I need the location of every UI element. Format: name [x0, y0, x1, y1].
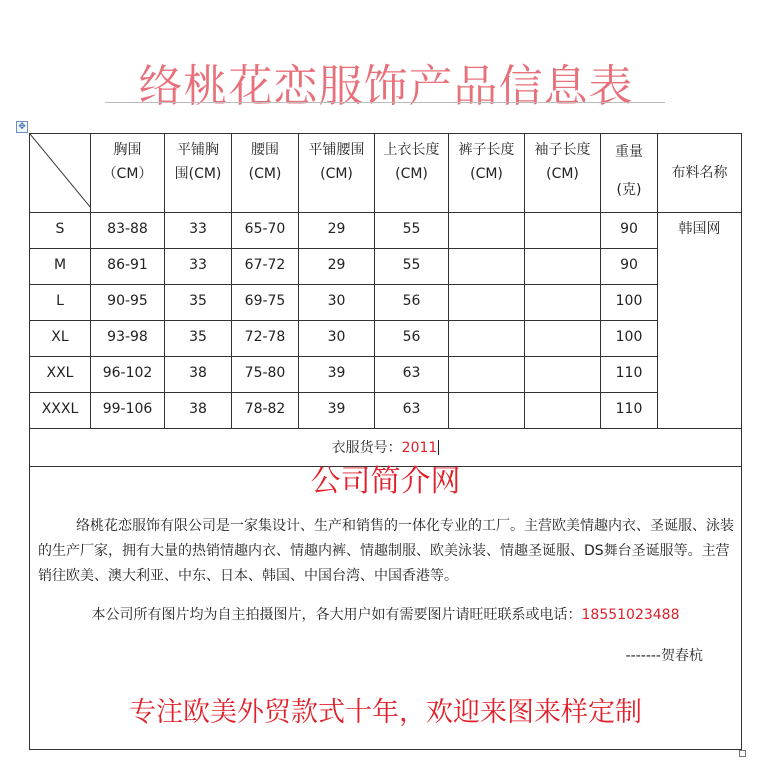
table-header-row — [30, 134, 742, 213]
table-row: XL 93-98 35 72-78 30 56 100 — [30, 321, 742, 357]
title-underline — [105, 102, 665, 103]
intro-title: 公司简介网 — [310, 464, 461, 499]
notice-text: 本公司所有图片均为自主拍摄图片，各大用户如有需要图片请旺旺联系或电话： — [91, 607, 582, 623]
table-row: L 90-95 35 69-75 30 56 100 — [30, 285, 742, 321]
table-move-handle-icon[interactable]: ✥ — [16, 121, 28, 133]
table-row: XXL 96-102 38 75-80 39 63 110 — [30, 357, 742, 393]
signature: -------贺春杭 — [625, 648, 703, 664]
fabric-value: 韩国网 — [658, 213, 742, 429]
header-weight: 重量 (克) — [601, 134, 658, 213]
photo-notice — [30, 604, 741, 624]
header-sleeve-length: 袖子长度 (CM) — [525, 134, 601, 213]
header-flat-waist: 平铺腰围 (CM) — [299, 134, 375, 213]
header-fabric: 布料名称 — [658, 134, 742, 213]
table-row: XXXL 99-106 38 78-82 39 63 110 — [30, 393, 742, 429]
item-number-value: 2011 — [401, 439, 438, 456]
size-table — [29, 133, 742, 467]
company-intro-section — [29, 439, 742, 750]
header-chest: 胸围 （CM） — [91, 134, 165, 213]
slogan: 专注欧美外贸款式十年，欢迎来图来样定制 — [129, 697, 642, 728]
table-row: S 83-88 33 65-70 29 55 90 韩国网 — [30, 213, 742, 249]
diagonal-line — [30, 134, 91, 208]
header-top-length: 上衣长度 (CM) — [375, 134, 449, 213]
contact-phone: 18551023488 — [581, 607, 680, 623]
table-row: M 86-91 33 67-72 29 55 90 — [30, 249, 742, 285]
intro-paragraph: 络桃花恋服饰有限公司是一家集设计、生产和销售的一体化专业的工厂。主营欧美情趣内衣、圣诞服、泳装的生产厂家，拥有大量的热销情趣内衣、情趣内裤、情趣制服、欧美泳装、情趣圣诞服、DS舞台圣诞服等。主营销往欧美、澳大利亚、中东、日本、韩国、中国台湾、中国香港等。 — [38, 518, 734, 584]
header-pants-length: 裤子长度 (CM) — [449, 134, 525, 213]
header-flat-chest: 平铺胸 围(CM) — [165, 134, 232, 213]
page-title: 络桃花恋服饰产品信息表 — [138, 61, 634, 112]
item-number-label: 衣服货号： — [331, 439, 402, 456]
header-waist: 腰围 (CM) — [232, 134, 299, 213]
resize-handle-icon[interactable] — [739, 750, 746, 757]
diagonal-corner-cell — [30, 134, 91, 213]
